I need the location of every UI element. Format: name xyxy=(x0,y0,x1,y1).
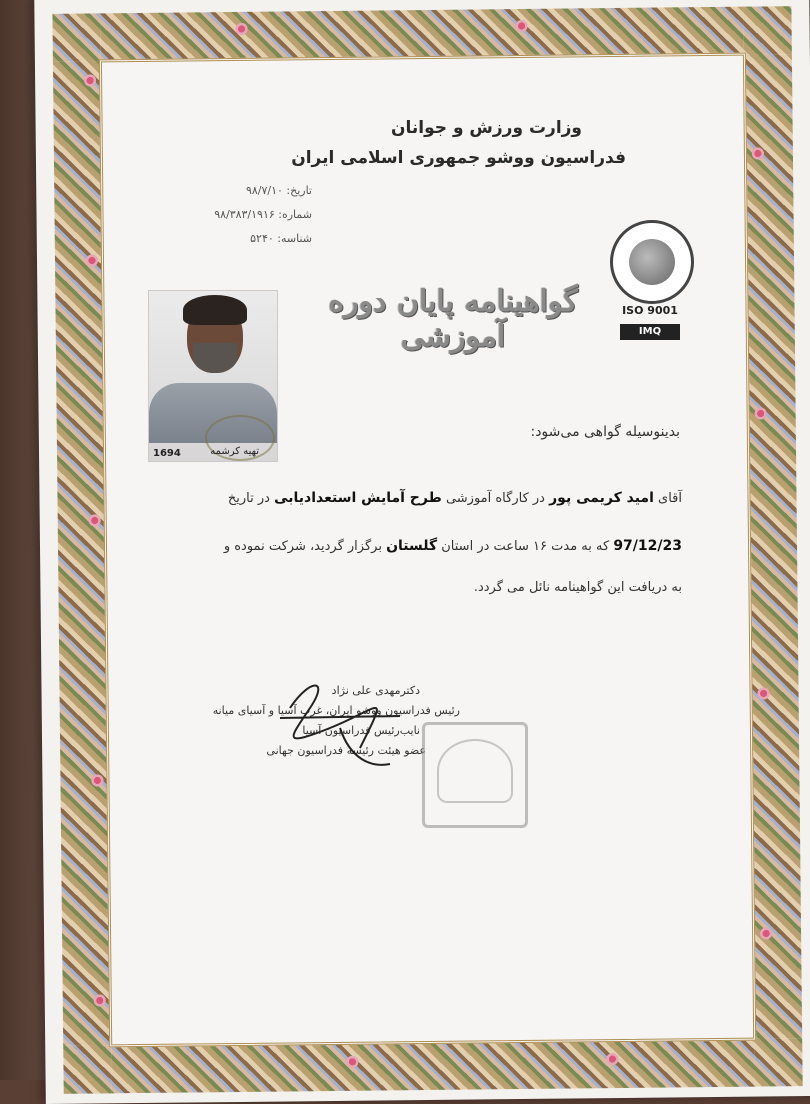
signatory-role-2: نایب‌رئیس فدراسیون آسیا xyxy=(302,724,420,737)
line1-date-prefix: در تاریخ xyxy=(227,491,270,506)
stamp-emblem-icon xyxy=(437,739,513,803)
photo-beard xyxy=(193,343,237,373)
certificate-line-3: به دریافت این گواهینامه نائل می گردد. xyxy=(473,580,682,595)
course-date: 97/12/23 xyxy=(613,538,682,554)
border-flower xyxy=(88,513,102,527)
line2-duration: که به مدت ۱۶ ساعت در استان xyxy=(441,539,610,554)
document-number: شماره: ۹۸/۳۸۳/۱۹۱۶ xyxy=(214,208,312,221)
border-flower xyxy=(93,993,107,1007)
recipient-name: امید کریمی پور xyxy=(549,490,654,506)
signatory-name: دکترمهدی علی نژاد xyxy=(331,684,420,697)
border-flower xyxy=(235,22,249,36)
portrait-photo xyxy=(148,290,278,462)
document-date: تاریخ: ۹۸/۷/۱۰ xyxy=(245,184,312,197)
photo-hair xyxy=(183,295,247,325)
border-flower xyxy=(751,146,765,160)
certificate-title: گواهینامه پایان دوره آموزشی xyxy=(328,284,578,354)
border-flower xyxy=(345,1055,359,1069)
signatory-role-1: رئیس فدراسیون ووشو ایران، غرب آسیا و آسیای میانه xyxy=(212,704,460,717)
document-id: شناسه: ۵۲۴۰ xyxy=(250,232,312,245)
federation-logo xyxy=(608,220,692,346)
certificate-intro: بدینوسیله گواهی می‌شود: xyxy=(530,424,680,440)
border-flower xyxy=(754,406,768,420)
border-flower xyxy=(514,19,528,33)
border-flower xyxy=(85,253,99,267)
imq-badge: IMQ xyxy=(620,324,680,340)
photo-label: تهیه کرشمه xyxy=(210,446,259,457)
ministry-heading: وزارت ورزش و جوانان xyxy=(391,118,582,138)
iso-label: ISO 9001 xyxy=(622,304,678,317)
line1-prefix: آقای xyxy=(658,491,682,506)
province-name: گلستان xyxy=(386,538,438,554)
certificate-line-1 xyxy=(122,490,682,506)
logo-emblem-icon xyxy=(629,239,675,285)
border-flower xyxy=(90,773,104,787)
border-flower xyxy=(605,1052,619,1066)
federation-stamp xyxy=(422,722,528,828)
border-flower xyxy=(759,926,773,940)
signature-mark xyxy=(270,668,410,778)
certificate-line-2 xyxy=(122,538,682,554)
course-name: طرح آمایش استعدادیابی xyxy=(274,490,442,506)
federation-heading: فدراسیون ووشو جمهوری اسلامی ایران xyxy=(291,148,626,168)
logo-ring xyxy=(610,220,694,304)
border-flower xyxy=(757,686,771,700)
photo-number: 1694 xyxy=(153,448,181,459)
border-flower xyxy=(83,73,97,87)
line1-workshop: در کارگاه آموزشی xyxy=(445,491,545,506)
line2-suffix: برگزار گردید، شرکت نموده و xyxy=(223,539,382,554)
signatory-role-3: عضو هیئت رئیسه فدراسیون جهانی xyxy=(266,744,426,757)
